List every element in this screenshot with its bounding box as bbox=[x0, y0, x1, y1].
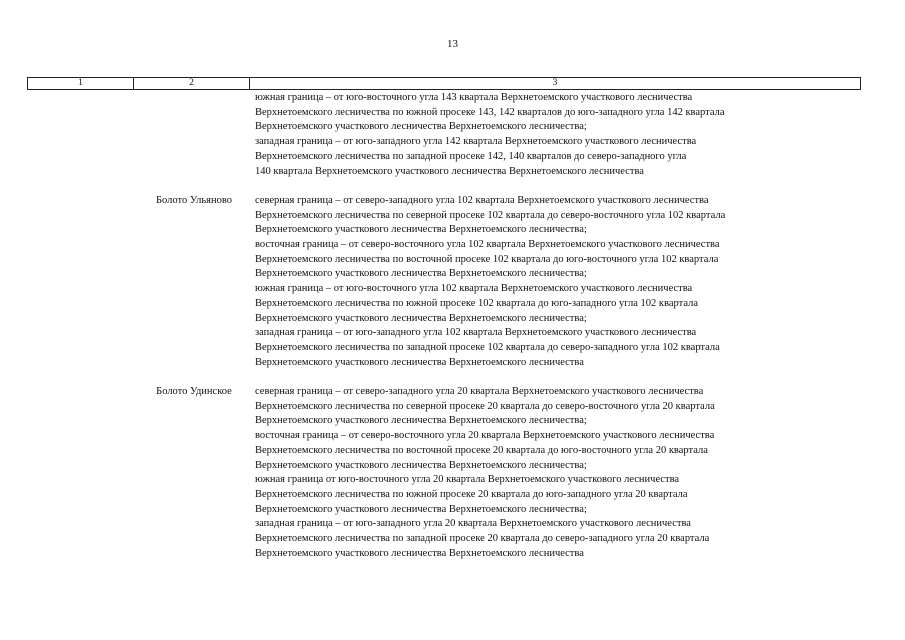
boundary-line: Верхнетоемского участкового лесничества Верхнетоемского лесничества; bbox=[255, 121, 587, 133]
boundary-line: южная граница – от юго-восточного угла 143 квартала Верхнетоемского участкового лесничества bbox=[255, 92, 693, 103]
boundary-line: Верхнетоемского участкового лесничества Верхнетоемского лесничества; bbox=[255, 415, 587, 427]
column-1-cell bbox=[27, 385, 133, 561]
boundary-line: Верхнетоемского участкового лесничества Верхнетоемского лесничества bbox=[255, 356, 584, 368]
site-name: Болото Удинское bbox=[156, 386, 232, 398]
boundary-line: Верхнетоемского участкового лесничества Верхнетоемского лесничества; bbox=[255, 224, 587, 236]
boundary-line: восточная граница – от северо-восточного угла 102 квартала Верхнетоемского участкового лесничества bbox=[255, 239, 720, 251]
table-row bbox=[27, 91, 861, 179]
boundary-line: Верхнетоемского участкового лесничества Верхнетоемского лесничества; bbox=[255, 268, 587, 280]
boundary-line: южная граница – от юго-восточного угла 102 квартала Верхнетоемского участкового лесничества bbox=[255, 283, 693, 295]
boundary-line: западная граница – от юго-западного угла 142 квартала Верхнетоемского участкового лесничества bbox=[255, 136, 697, 148]
boundary-line: северная граница – от северо-западного угла 102 квартала Верхнетоемского участкового лесничества bbox=[255, 194, 709, 206]
boundary-line: Верхнетоемского лесничества по восточной просеке 102 квартала до юго-восточного угла 102 квартала bbox=[255, 253, 719, 265]
boundary-line: Верхнетоемского лесничества по южной просеке 143, 142 кварталов до юго-западного угла 142 квартала bbox=[255, 106, 725, 118]
boundary-line: южная граница от юго-восточного угла 20 квартала Верхнетоемского участкового лесничества bbox=[255, 474, 680, 486]
boundary-line: Верхнетоемского лесничества по северной просеке 102 квартала до северо-восточного угла 102 квартала bbox=[255, 209, 726, 221]
table-header bbox=[27, 77, 861, 90]
column-header-2: 2 bbox=[134, 78, 250, 90]
table-row bbox=[27, 194, 861, 370]
boundary-line: западная граница – от юго-западного угла 102 квартала Верхнетоемского участкового лесничества bbox=[255, 327, 697, 339]
boundary-description bbox=[255, 91, 861, 179]
boundary-line: Верхнетоемского лесничества по западной просеке 20 квартала до северо-западного угла 20 квартала bbox=[255, 533, 710, 545]
boundary-line: 140 квартала Верхнетоемского участкового лесничества Верхнетоемского лесничества bbox=[255, 165, 644, 177]
site-name bbox=[133, 91, 255, 179]
boundary-description bbox=[255, 194, 861, 370]
boundary-line: Верхнетоемского участкового лесничества Верхнетоемского лесничества; bbox=[255, 503, 587, 515]
boundary-line: Верхнетоемского лесничества по западной просеке 102 квартала до северо-западного угла 102 квартала bbox=[255, 341, 720, 353]
site-name: Болото Ульяново bbox=[156, 194, 232, 206]
boundary-description bbox=[255, 385, 861, 561]
boundary-line: Верхнетоемского лесничества по южной просеке 20 квартала до юго-западного угла 20 квартала bbox=[255, 488, 688, 500]
boundary-line: Верхнетоемского лесничества по западной просеке 142, 140 кварталов до северо-западного угла bbox=[255, 150, 687, 162]
boundary-line: западная граница – от юго-западного угла 20 квартала Верхнетоемского участкового лесничества bbox=[255, 518, 691, 530]
boundary-line: Верхнетоемского участкового лесничества Верхнетоемского лесничества; bbox=[255, 312, 587, 324]
column-1-cell bbox=[27, 91, 133, 179]
column-header-1: 1 bbox=[28, 78, 134, 90]
boundary-line: Верхнетоемского участкового лесничества Верхнетоемского лесничества; bbox=[255, 459, 587, 471]
table-row bbox=[27, 385, 861, 561]
page-number: 13 bbox=[447, 38, 458, 50]
boundary-line: северная граница – от северо-западного угла 20 квартала Верхнетоемского участкового лесничества bbox=[255, 386, 704, 398]
boundary-line: Верхнетоемского участкового лесничества Верхнетоемского лесничества bbox=[255, 547, 584, 559]
column-1-cell bbox=[27, 194, 133, 370]
table-body bbox=[27, 91, 861, 561]
column-header-3: 3 bbox=[250, 78, 861, 90]
boundary-line: Верхнетоемского лесничества по южной просеке 102 квартала до юго-западного угла 102 квартала bbox=[255, 297, 698, 309]
boundary-line: Верхнетоемского лесничества по северной просеке 20 квартала до северо-восточного угла 20 квартала bbox=[255, 400, 715, 412]
boundary-line: восточная граница – от северо-восточного угла 20 квартала Верхнетоемского участкового лесничества bbox=[255, 430, 715, 442]
boundary-line: Верхнетоемского лесничества по восточной просеке 20 квартала до юго-восточного угла 20 квартала bbox=[255, 444, 708, 456]
